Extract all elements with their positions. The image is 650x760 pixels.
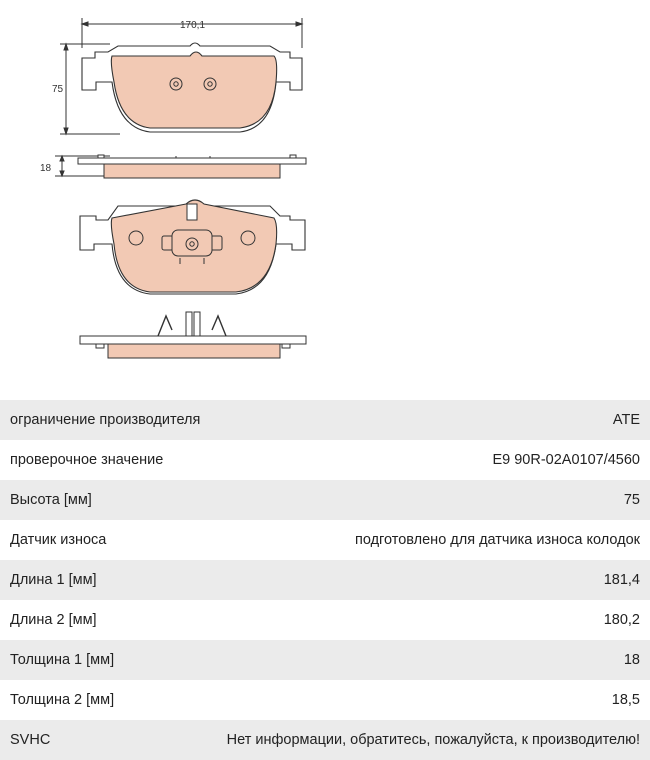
spec-label: Толщина 1 [мм] (10, 652, 115, 668)
spec-value: Нет информации, обратитесь, пожалуйста, к производителю! (226, 732, 640, 748)
spec-label: Длина 1 [мм] (10, 572, 97, 588)
spec-row (0, 680, 650, 720)
spec-label: Высота [мм] (10, 492, 92, 508)
spec-row (0, 640, 650, 680)
spec-row (0, 480, 650, 520)
pad-back-view (80, 200, 305, 294)
spec-row (0, 560, 650, 600)
spec-label: ограничение производителя (10, 412, 201, 428)
pad-front-view (82, 43, 302, 132)
dimension-thickness-label: 18 (40, 163, 52, 174)
spec-row (0, 520, 650, 560)
dimension-height-label: 75 (52, 84, 64, 95)
spec-value: 75 (623, 492, 640, 508)
spec-row (0, 600, 650, 640)
spec-value: E9 90R-02A0107/4560 (492, 452, 640, 468)
spec-value: 181,4 (603, 572, 640, 588)
pad-back-side-view (80, 312, 306, 358)
spec-label: проверочное значение (10, 452, 164, 468)
spec-label: Длина 2 [мм] (10, 612, 97, 628)
spec-value: 18 (623, 652, 640, 668)
spec-label: Толщина 2 [мм] (10, 692, 115, 708)
spec-value: ATE (612, 412, 640, 428)
spec-row (0, 720, 650, 760)
pad-side-view (78, 155, 306, 178)
spec-value: 18,5 (611, 692, 640, 708)
spec-value: подготовлено для датчика износа колодок (354, 532, 640, 548)
spec-label: Датчик износа (10, 532, 107, 548)
spec-row (0, 400, 650, 440)
spec-value: 180,2 (603, 612, 640, 628)
dimension-width-label: 170,1 (180, 20, 206, 31)
spec-label: SVHC (10, 732, 51, 748)
specs-table (0, 400, 650, 760)
spec-row (0, 440, 650, 480)
